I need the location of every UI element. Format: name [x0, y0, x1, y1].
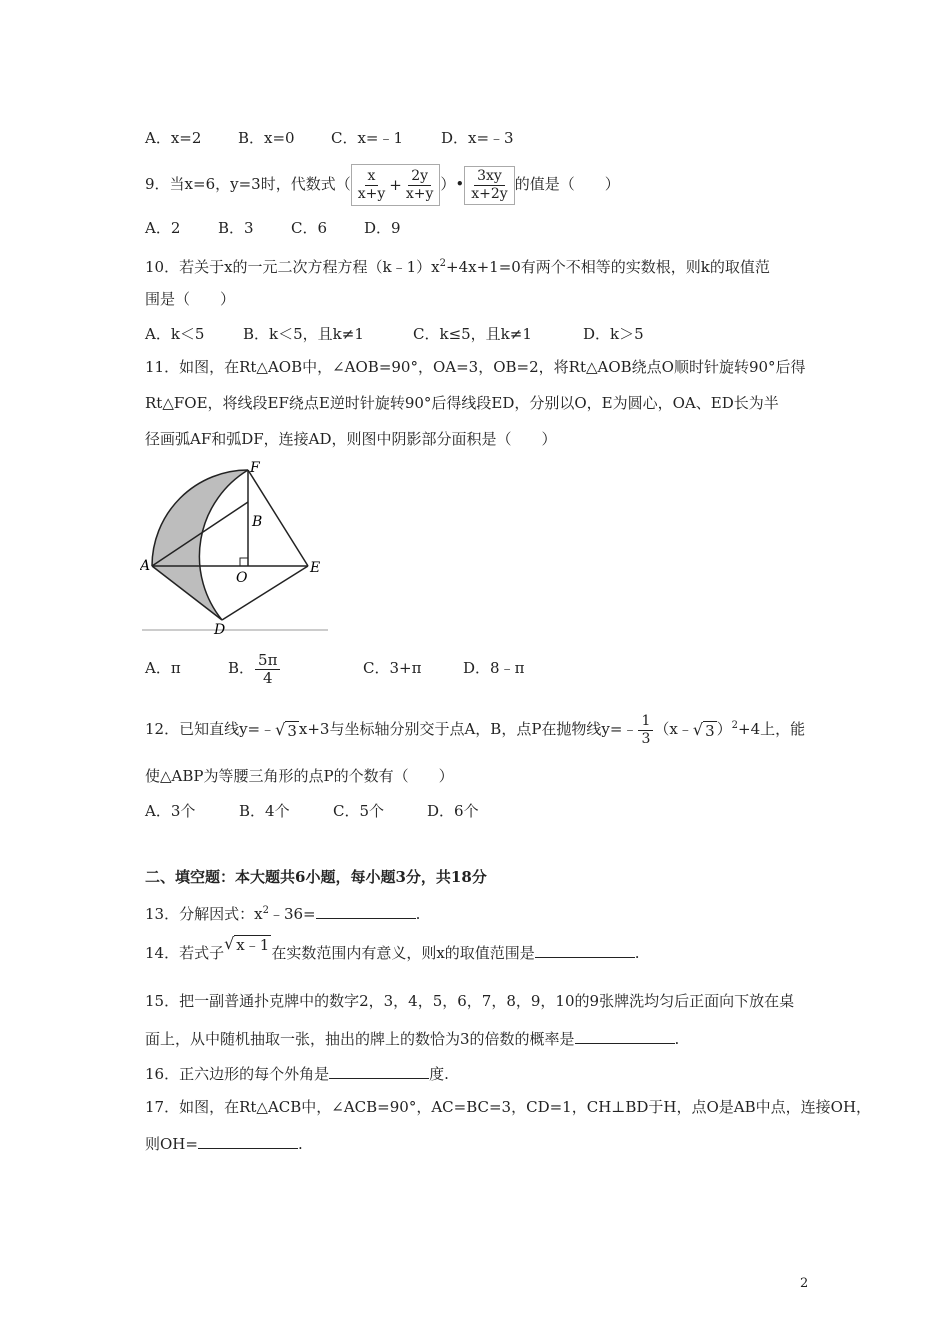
q12-line-1: 12．已知直线y=﹣ √ 3 x+3与坐标轴分别交于点A，B，点P在抛物线y=﹣ $\frac{1}{3}$ （x﹣ √ 3 ）$^2$+4上，能: [145, 712, 806, 747]
q15-answer-blank[interactable]: [575, 1027, 675, 1044]
q11-line-3: 径画弧AF和弧DF，连接AD，则图中阴影部分面积是（ ）: [145, 430, 557, 448]
q9-option-b: B．3: [218, 219, 254, 237]
q9-fraction-2: $\frac{2y}{x+y}$: [405, 167, 434, 202]
q10-line-2: 围是（ ）: [145, 290, 236, 308]
q8-option-b: B．x=0: [238, 129, 295, 147]
q11-option-c: C．3+π: [363, 659, 422, 677]
segment-ed: [222, 566, 308, 620]
q14-radical: √ x﹣1: [224, 934, 270, 954]
q12-fraction: $\frac{1}{3}$: [638, 713, 653, 748]
q8-options: [145, 128, 514, 148]
q17-line-2: 则OH= .: [145, 1132, 303, 1154]
q8-option-c: C．x=﹣1: [331, 129, 404, 147]
q11-figure-svg: [140, 460, 340, 640]
q9-options: [145, 218, 401, 238]
q11-option-b: B． $\frac{5\pi}{4}$: [228, 648, 363, 688]
label-f: F: [250, 460, 260, 476]
q10-option-d: D．k＞5: [583, 325, 644, 343]
q8-option-a: A．x=2: [145, 129, 202, 147]
q12-sqrt-3: √ 3: [275, 719, 297, 740]
q16: 16．正六边形的每个外角是 度.: [145, 1062, 449, 1084]
page-number: 2: [800, 1276, 809, 1291]
q11-line-1: 11．如图，在Rt△AOB中，∠AOB=90°，OA=3，OB=2，将Rt△AOB绕点O顺时针旋转90°后得: [145, 358, 806, 376]
q8-option-d: D．x=﹣3: [441, 129, 514, 147]
q9-expression: $\frac{x}{x+y}$ + $\frac{2y}{x+y}$: [351, 164, 441, 206]
q13-answer-blank[interactable]: [316, 902, 416, 919]
q15-line-2: 面上，从中随机抽取一张，抽出的牌上的数恰为3的倍数的概率是 .: [145, 1027, 679, 1049]
q10-option-a: A．k＜5: [145, 325, 205, 343]
label-a: A: [140, 558, 151, 574]
q11-line-2: Rt△FOE，将线段EF绕点E逆时针旋转90°后得线段ED，分别以O，E为圆心，OA、ED长为半: [145, 394, 779, 412]
q15-line-1: 15．把一副普通扑克牌中的数字2，3，4，5，6，7，8，9，10的9张牌洗均匀后正面向下放在桌: [145, 992, 795, 1010]
q10-line-1: 10．若关于x的一元二次方程方程$(k﹣1)x^2+4x+1=0$有两个不相等的实数根，则k的取值范: [145, 258, 770, 276]
q11-option-d: D．8﹣π: [463, 659, 525, 677]
q10-option-c: C．k≤5，且k≠1: [413, 325, 532, 343]
q10-options: [145, 324, 644, 344]
label-e: E: [310, 560, 321, 576]
q12-line-2: 使△ABP为等腰三角形的点P的个数有（ ）: [145, 767, 454, 785]
q9-fraction-3-box: [464, 166, 514, 205]
q12-option-b: B．4个: [239, 802, 290, 820]
q9-option-d: D．9: [364, 219, 401, 237]
q11-option-a: A．π: [145, 659, 181, 677]
q12-option-d: D．6个: [427, 802, 479, 820]
q9-fraction-1: $\frac{x}{x+y}$: [357, 167, 386, 202]
label-d: D: [214, 622, 226, 638]
q10-option-b: B．k＜5，且k≠1: [243, 325, 364, 343]
q11-options: [145, 648, 524, 688]
q9-fraction-3: $\frac{3xy}{x+2y}$: [471, 167, 508, 202]
section-2-heading: 二、填空题：本大题共6小题，每小题3分，共18分: [145, 868, 487, 886]
q13: 13．分解因式：$x^2﹣36=$ .: [145, 901, 420, 924]
q12-options: [145, 801, 479, 821]
q9-option-a: A．2: [145, 219, 181, 237]
q17-line-1: 17．如图，在Rt△ACB中，∠ACB=90°，AC=BC=3，CD=1，CH⊥BD于H，点O是AB中点，连接OH，: [145, 1098, 872, 1116]
q14: 14．若式子 √ x﹣1 在实数范围内有意义，则x的取值范围是 .: [145, 934, 640, 962]
q16-answer-blank[interactable]: [329, 1062, 429, 1079]
label-b: B: [252, 514, 263, 530]
label-o: O: [236, 570, 248, 586]
q12-option-c: C．5个: [333, 802, 385, 820]
q12-option-a: A．3个: [145, 802, 196, 820]
q17-answer-blank[interactable]: [198, 1132, 298, 1149]
right-angle-mark: [240, 558, 248, 566]
q9-option-c: C．6: [291, 219, 328, 237]
q14-answer-blank[interactable]: [535, 941, 635, 958]
q12-sqrt-3b: √ 3: [692, 719, 715, 740]
q9-stem: 9．当x=6，y=3时，代数式（ $\frac{x}{x+y}$ + $\frac{2y}{x+y}$ ）• $\frac{3xy}{x+2y}$ 的值是（ ）: [145, 164, 620, 206]
q11-geometry-figure: [140, 460, 340, 640]
